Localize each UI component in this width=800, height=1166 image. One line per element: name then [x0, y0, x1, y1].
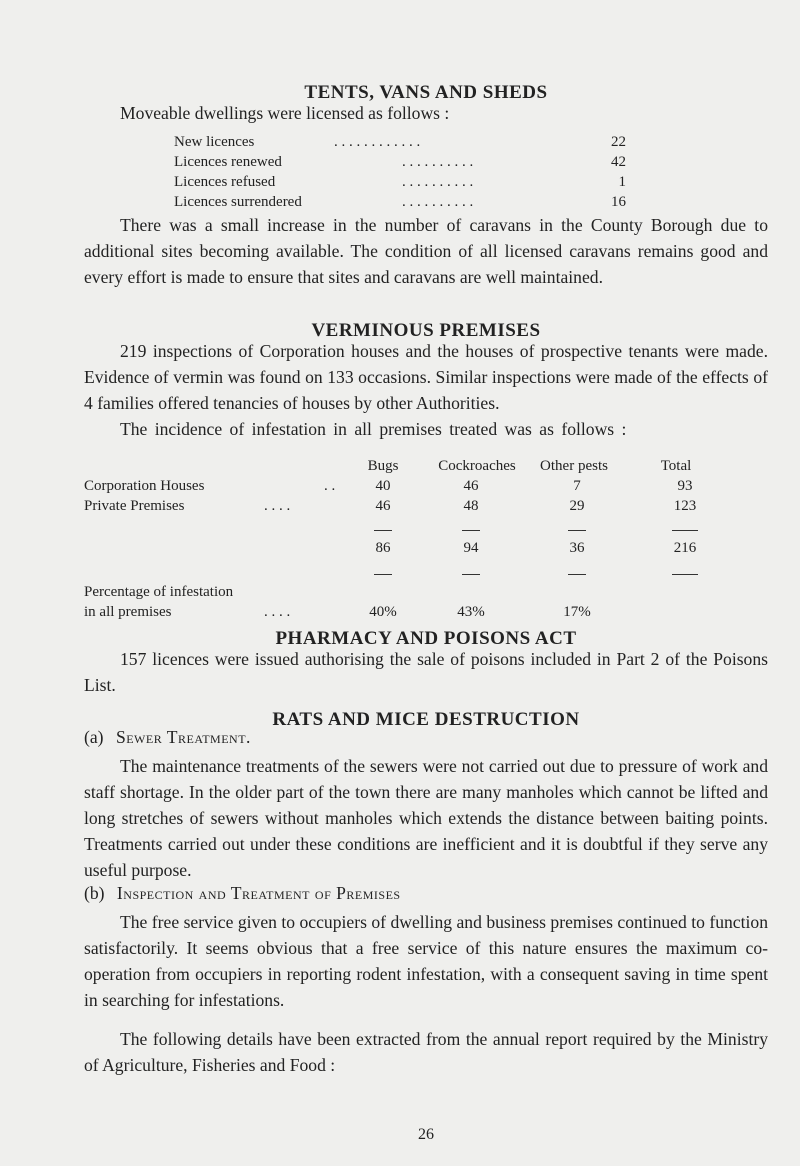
- percentage-cell: 40%: [369, 604, 397, 620]
- sum-rule: [462, 530, 480, 531]
- table-cell: 7: [573, 478, 581, 494]
- page-number: 26: [418, 1126, 434, 1143]
- total-cell: 36: [569, 540, 585, 556]
- leader-dots: . . . . . . . . . .: [402, 174, 474, 190]
- leader-dots: . . . .: [264, 498, 291, 514]
- item-label: (b): [84, 883, 105, 903]
- table-cell: 48: [463, 498, 479, 514]
- percentage-label: Percentage of infestation: [84, 584, 234, 600]
- licence-value: 42: [611, 154, 626, 170]
- inspection-subheading: [84, 883, 401, 904]
- sum-rule: [568, 530, 586, 531]
- table-row: [84, 478, 768, 498]
- table-header-row: [84, 458, 768, 478]
- column-header: Cockroaches: [438, 458, 516, 474]
- licence-label: New licences: [174, 134, 255, 150]
- sum-rule: [374, 574, 392, 575]
- sum-rule: [672, 530, 698, 531]
- licence-row: [174, 192, 626, 212]
- sewer-treatment-subheading: [84, 727, 251, 748]
- pharmacy-heading: PHARMACY AND POISONS ACT: [275, 628, 577, 649]
- tents-intro: Moveable dwellings were licensed as follows :: [120, 103, 450, 123]
- leader-dots: . . . . . . . . . .: [402, 194, 474, 210]
- total-cell: 94: [463, 540, 479, 556]
- total-cell: 86: [375, 540, 391, 556]
- table-cell: 93: [677, 478, 693, 494]
- percentage-cell: 17%: [563, 604, 591, 620]
- table-cell: 46: [375, 498, 391, 514]
- table-cell: 123: [673, 498, 697, 514]
- rats-heading: RATS AND MICE DESTRUCTION: [272, 709, 580, 730]
- vermin-heading: VERMINOUS PREMISES: [311, 320, 541, 341]
- leader-dots: . .: [324, 478, 336, 494]
- subheading-title: Inspection and Treatment of Premises: [116, 883, 401, 903]
- tents-paragraph: There was a small increase in the number of caravans in the County Borough due to additional sites becoming available. The condition of all licensed caravans remains good and every effort is made to ensure that sites and caravans are well maintained.: [84, 215, 768, 287]
- incidence-intro: The incidence of infestation in all premises treated was as follows :: [120, 419, 627, 439]
- table-row: [84, 498, 768, 518]
- licence-value: 1: [618, 174, 626, 190]
- leader-dots: . . . . . . . . . . . .: [334, 134, 421, 150]
- percentage-label: in all premises: [84, 604, 172, 620]
- leader-dots: . . . . . . . . . .: [402, 154, 474, 170]
- licence-row: [174, 132, 626, 152]
- licences-list: [174, 132, 626, 212]
- percentage-cell: 43%: [457, 604, 485, 620]
- inspection-paragraph: The free service given to occupiers of dwelling and business premises continued to function satisfactorily. It seems obvious that a free service of this nature ensures the maximum co-operation from occupiers in reporting rodent infestation, with a consequent saving in time spent in searching for infestations.: [84, 912, 768, 1010]
- licence-row: [174, 152, 626, 172]
- table-cell: 29: [569, 498, 585, 514]
- column-header: Other pests: [540, 458, 608, 474]
- row-label: Private Premises: [84, 498, 185, 514]
- sum-rule: [568, 574, 586, 575]
- row-label: Corporation Houses: [84, 478, 205, 494]
- licence-row: [174, 172, 626, 192]
- table-cell: 46: [463, 478, 479, 494]
- tents-heading: TENTS, VANS AND SHEDS: [304, 82, 548, 103]
- sum-rule: [672, 574, 698, 575]
- licence-value: 16: [611, 194, 626, 210]
- percentage-label-row: [84, 584, 768, 604]
- vermin-paragraph: 219 inspections of Corporation houses and the houses of prospective tenants were made. Evidence of vermin was found on 133 occasions. Similar inspections were made of the effects of 4 families offered tenancies of houses by other Authorities.: [84, 341, 768, 413]
- licence-label: Licences renewed: [174, 154, 282, 170]
- sum-rule: [374, 530, 392, 531]
- licence-value: 22: [611, 134, 626, 150]
- column-header: Total: [660, 458, 692, 474]
- licence-label: Licences refused: [174, 174, 276, 190]
- licence-label: Licences surrendered: [174, 194, 302, 210]
- sewer-treatment-paragraph: The maintenance treatments of the sewers were not carried out due to pressure of work and staff shortage. In the older part of the town there are many manholes which cannot be lifted and long stretches of sewers without manholes which extends the distance between baiting points. Treatments carried out under these conditions are inefficient and it is doubtful if they serve any useful purpose.: [84, 756, 768, 880]
- percentage-row: [84, 604, 768, 624]
- sum-rule: [462, 574, 480, 575]
- pharmacy-paragraph: 157 licences were issued authorising the sale of poisons included in Part 2 of the Poisons List.: [84, 649, 768, 695]
- total-cell: 216: [673, 540, 697, 556]
- subheading-title: Sewer Treatment.: [115, 727, 251, 747]
- item-label: (a): [84, 727, 104, 747]
- table-cell: 40: [375, 478, 391, 494]
- leader-dots: . . . .: [264, 604, 291, 620]
- final-paragraph: The following details have been extracted from the annual report required by the Ministry of Agriculture, Fisheries and Food :: [84, 1029, 768, 1075]
- column-header: Bugs: [367, 458, 399, 474]
- totals-row: [84, 540, 768, 560]
